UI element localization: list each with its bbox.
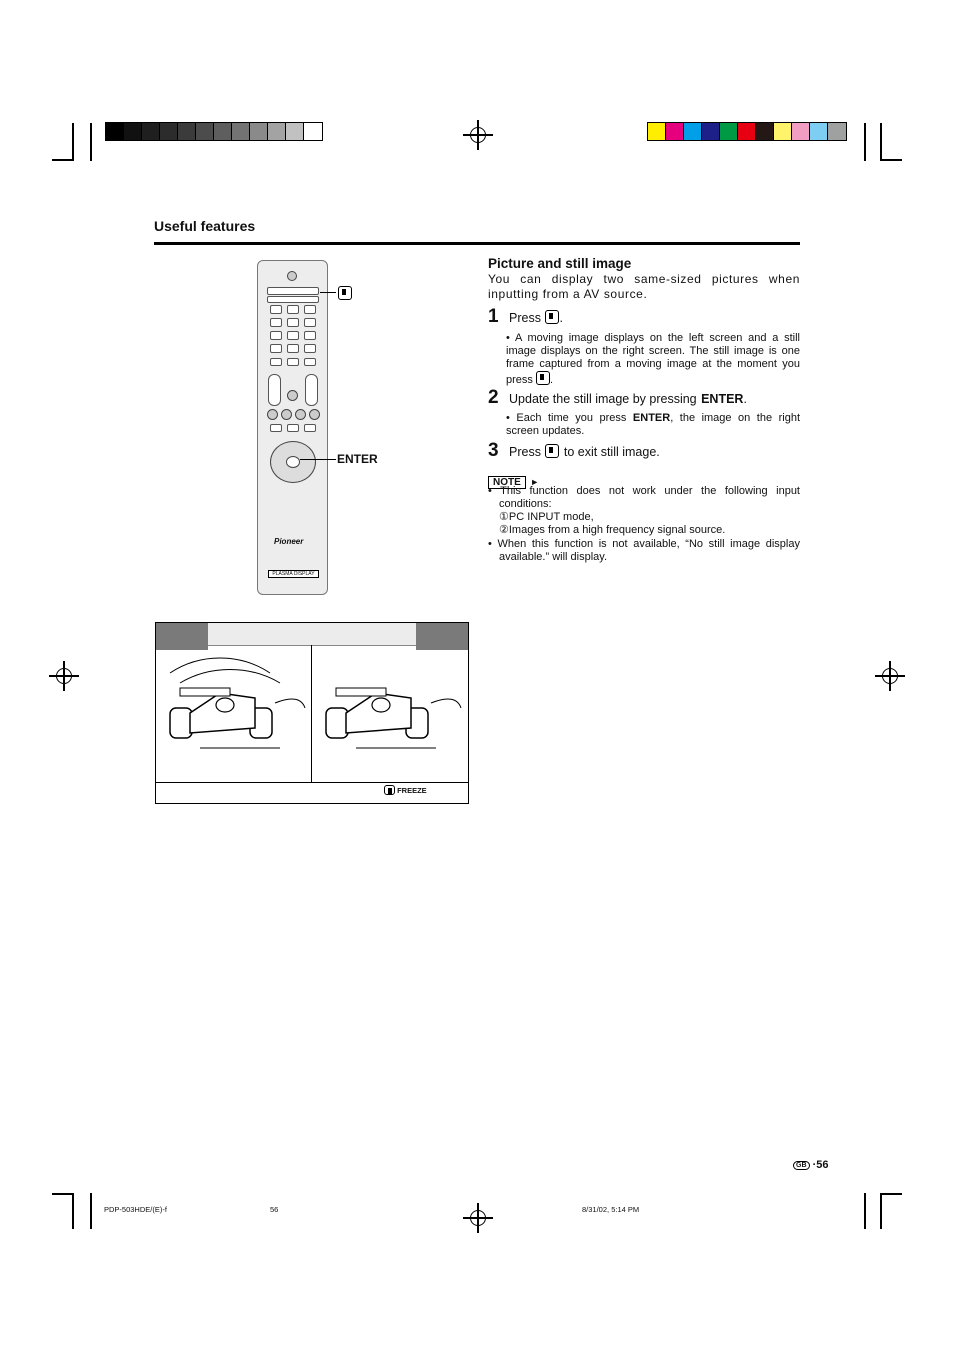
color-swatch (232, 123, 250, 140)
crop-mark (880, 123, 882, 161)
bullet-text-end: . (549, 374, 554, 386)
step-text-end: . (559, 311, 563, 325)
note-sub-item: ①PC INPUT mode, (499, 511, 594, 523)
crop-mark (864, 1193, 866, 1229)
color-swatch (304, 123, 322, 140)
freeze-button-icon (338, 286, 352, 300)
color-swatch (720, 123, 738, 140)
crop-mark (880, 159, 902, 161)
color-swatch (702, 123, 720, 140)
freeze-indicator-icon (384, 785, 395, 795)
page-number: 56 (816, 1159, 829, 1171)
screen-bottom-rule (156, 782, 468, 783)
digit-button (304, 331, 316, 340)
note-badge: NOTE (488, 476, 526, 489)
color-swatch (106, 123, 124, 140)
color-swatch (124, 123, 142, 140)
header-rule (154, 242, 800, 245)
bullet-text: Each time you press (516, 412, 627, 424)
footer-file: PDP-503HDE/(E)-f (104, 1205, 167, 1214)
input-buttons-row (267, 287, 319, 295)
crop-mark (90, 123, 92, 161)
sleep-button (270, 358, 282, 366)
registration-mark-icon (470, 1210, 486, 1226)
digit-button (304, 318, 316, 327)
remote-control (257, 260, 328, 595)
color-swatch (684, 123, 702, 140)
color-button (281, 409, 292, 420)
color-button (309, 409, 320, 420)
digit-button (270, 331, 282, 340)
screen-top-band (208, 623, 416, 646)
step-text-end: to exit still image. (563, 445, 660, 459)
color-swatch (160, 123, 178, 140)
arrow-right-icon: ► (530, 477, 540, 487)
color-swatch (250, 123, 268, 140)
crop-mark (864, 123, 866, 161)
digit-button (287, 344, 299, 353)
color-swatch (214, 123, 232, 140)
step-text: Update the still image by pressing (509, 392, 697, 406)
step-2 (488, 387, 800, 409)
step-text: Press (509, 445, 541, 459)
color-swatch (738, 123, 756, 140)
color-swatch (648, 123, 666, 140)
aux-button (270, 424, 282, 432)
sound-button (287, 358, 299, 366)
enter-button (286, 456, 300, 468)
split-screen-illustration (155, 622, 469, 804)
aux-button (304, 424, 316, 432)
step-2-bullet: • Each time you press ENTER, the image on the right screen updates. (506, 412, 800, 437)
digit-button (287, 331, 299, 340)
screen-corner-tab (416, 623, 468, 650)
step-text: Press (509, 311, 541, 325)
intro-text: You can display two same-sized pictures when inputting from a AV source. (488, 272, 800, 301)
step-1-bullet: • A moving image displays on the left screen and a still image displays on the right screen. The still image is one frame captured from a moving image at the moment you press . (506, 332, 800, 386)
step-number: 3 (488, 440, 499, 461)
digit-button (270, 318, 282, 327)
crop-mark (90, 1193, 92, 1229)
volume-rocker (268, 374, 281, 406)
color-swatch (142, 123, 160, 140)
footer-timestamp: 8/31/02, 5:14 PM (582, 1205, 640, 1214)
page-number-block (793, 1159, 828, 1171)
freeze-button (304, 358, 316, 366)
digit-button (304, 344, 316, 353)
bullet-text-bold: ENTER (632, 412, 671, 424)
freeze-status (384, 785, 427, 795)
color-swatch (196, 123, 214, 140)
callout-line-freeze (320, 292, 336, 293)
step-number: 2 (488, 387, 499, 408)
section-title: Useful features (154, 218, 256, 234)
color-swatch (268, 123, 286, 140)
digit-button (270, 344, 282, 353)
color-swatch (828, 123, 846, 140)
screen-corner-tab (156, 623, 208, 650)
color-swatch (286, 123, 304, 140)
registration-mark-icon (56, 668, 72, 684)
color-swatch (666, 123, 684, 140)
power-button (287, 271, 297, 281)
page-number-dash: · (812, 1159, 817, 1171)
callout-line-enter (300, 459, 336, 460)
registration-mark-icon (882, 668, 898, 684)
step-number: 1 (488, 306, 499, 327)
color-swatch (178, 123, 196, 140)
screen-divider (311, 645, 312, 782)
note-text: This function does not work under the following input conditions: (499, 485, 800, 510)
step-1 (488, 306, 800, 328)
bullet-text-end: , the image on the right screen updates. (506, 412, 800, 437)
freeze-button-icon (545, 310, 559, 324)
remote-logo: Pioneer (274, 537, 304, 546)
bullet-text: A moving image displays on the left screen and a still image displays on the right screen. The still image is one frame captured from a moving image at the moment you press (506, 332, 800, 386)
moving-image-race-car (160, 653, 308, 778)
color-swatch (756, 123, 774, 140)
digit-button (287, 305, 299, 314)
crop-mark (52, 159, 74, 161)
color-swatch (792, 123, 810, 140)
still-image-race-car (316, 653, 464, 778)
mute-button (287, 390, 298, 401)
note-1: • This function does not work under the following input conditions: ①PC INPUT mode, ②Images from a high frequency signal source. (488, 485, 800, 536)
note-text: When this function is not available, “No still image display available.” will display. (497, 538, 800, 563)
crop-mark (880, 1193, 902, 1195)
freeze-button-icon (545, 444, 559, 458)
digit-button (304, 305, 316, 314)
function-buttons-row (267, 296, 319, 303)
note-2: • When this function is not available, “No still image display available.” will display. (488, 538, 800, 563)
digit-button (287, 318, 299, 327)
step-text-end: . (743, 392, 747, 406)
registration-mark-icon (470, 127, 486, 143)
channel-rocker (305, 374, 318, 406)
digit-button (270, 305, 282, 314)
remote-label: PLASMA DISPLAY (268, 570, 319, 578)
freeze-button-icon (536, 371, 550, 385)
freeze-status-label: FREEZE (397, 786, 427, 795)
region-mark: GB (793, 1161, 810, 1170)
note-sub-item: ②Images from a high frequency signal source. (499, 524, 726, 536)
step-3 (488, 440, 800, 462)
color-button (267, 409, 278, 420)
crop-mark (72, 1193, 74, 1229)
crop-mark (72, 123, 74, 161)
color-swatch (810, 123, 828, 140)
color-swatch (774, 123, 792, 140)
color-button (295, 409, 306, 420)
step-text-bold: ENTER (701, 392, 744, 406)
footer-page: 56 (270, 1205, 279, 1214)
crop-mark (880, 1193, 882, 1229)
crop-mark (52, 1193, 74, 1195)
enter-callout-label: ENTER (337, 452, 378, 466)
aux-button (287, 424, 299, 432)
content-heading: Picture and still image (488, 256, 632, 271)
